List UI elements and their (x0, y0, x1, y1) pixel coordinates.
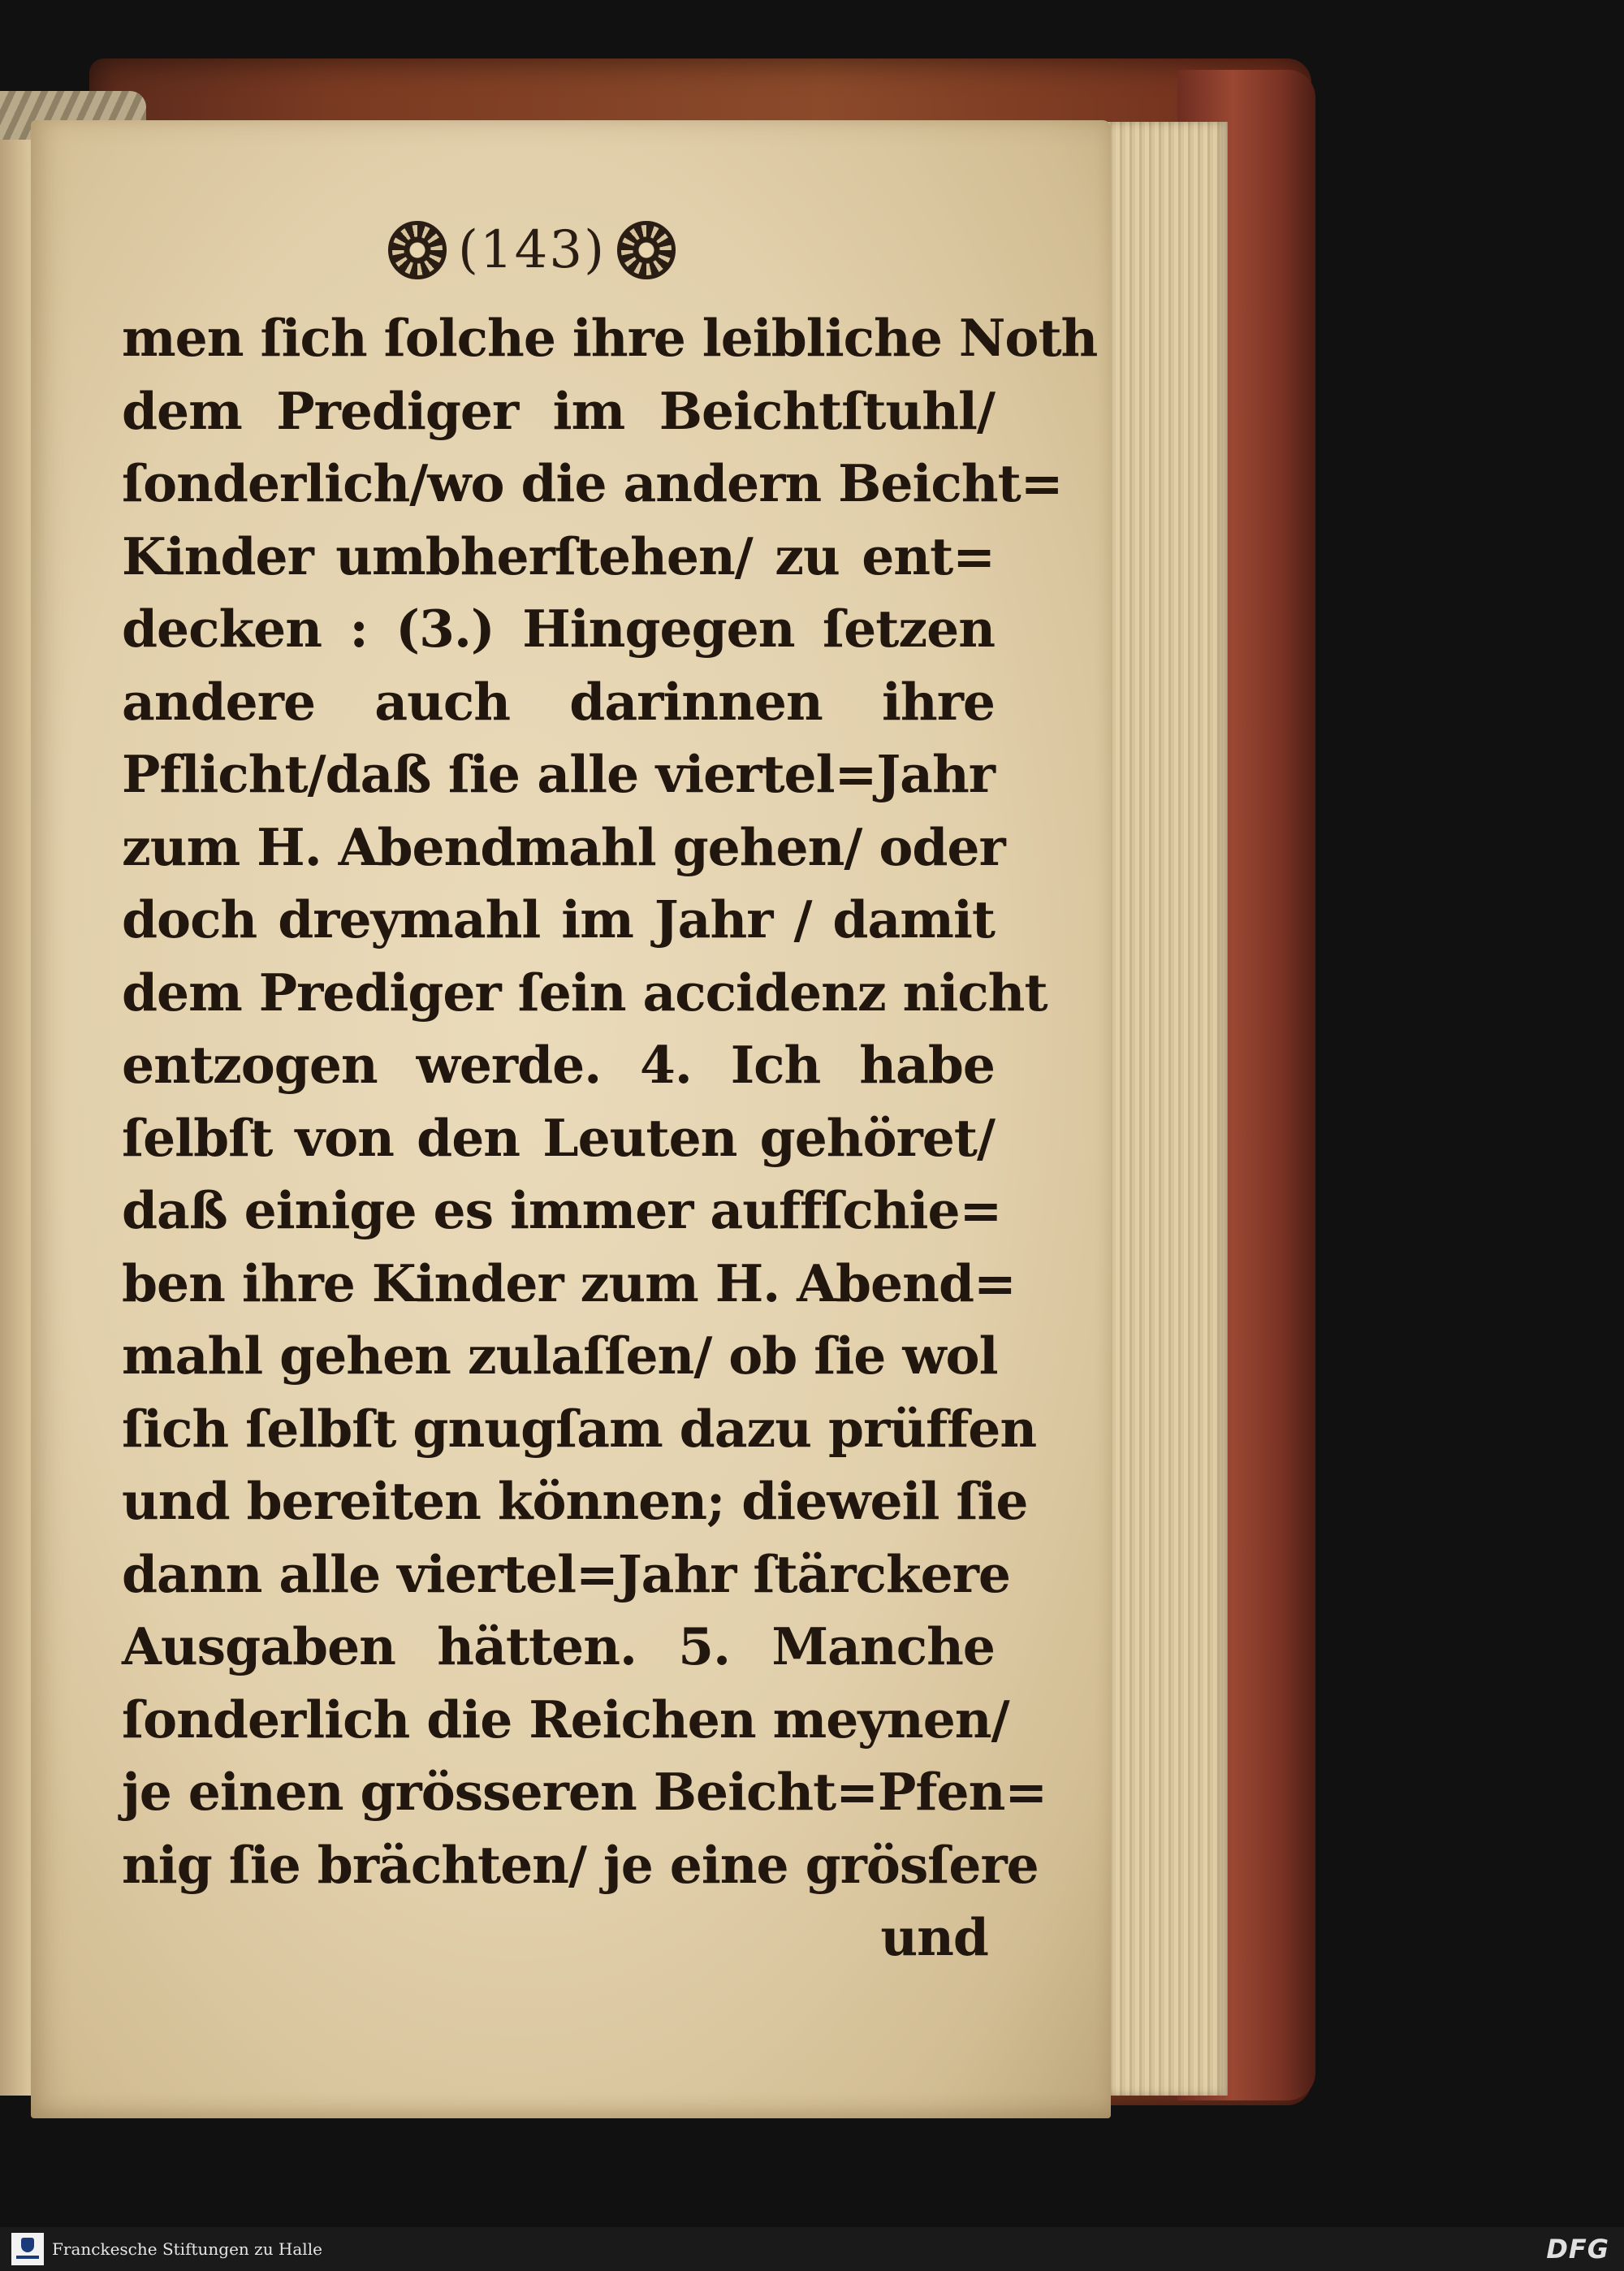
text-line: Pflicht/daß ſie alle viertel=Jahr (122, 744, 995, 804)
text-line: andere auch darinnen ihre (122, 671, 995, 732)
text-line: ben ihre Kinder zum H. Abend= (122, 1252, 1016, 1313)
text-line: decken : (3.) Hingegen ſetzen (122, 599, 995, 659)
text-line: dem Prediger im Beichtſtuhl/ (122, 380, 995, 441)
catchword: und (880, 1907, 988, 1967)
text-line: ſonderlich die Reichen meynen/ (122, 1689, 1009, 1750)
text-line: mahl gehen zulaſſen/ ob ſie wol (122, 1326, 998, 1386)
text-line: dem Prediger ſein accidenz nicht (122, 962, 1047, 1023)
institution-logo-icon (11, 2233, 44, 2265)
text-line: und bereiten können; dieweil ſie (122, 1471, 1028, 1531)
rosette-ornament-icon (388, 221, 447, 279)
footer-bar (0, 2227, 1624, 2271)
text-line: dann alle viertel=Jahr ſtärckere (122, 1543, 1010, 1604)
dfg-logo[interactable]: DFG (1546, 2234, 1609, 2265)
text-line: je einen grösseren Beicht=Pfen= (122, 1762, 1047, 1822)
text-line: daß einige es immer auffſchie= (122, 1180, 1002, 1240)
text-line: ſelbſt von den Leuten gehöret/ (122, 1107, 995, 1168)
text-line: ſonderlich/wo die andern Beicht= (122, 453, 1063, 513)
page-number: (143) (457, 220, 607, 280)
rosette-ornament-icon (617, 221, 676, 279)
text-line: Ausgaben hätten. 5. Manche (122, 1616, 995, 1676)
text-line: nig ſie brächten/ je eine grösſere (122, 1834, 1039, 1895)
text-line: Kinder umbherſtehen/ zu ent= (122, 526, 995, 586)
page-text (122, 302, 1098, 1975)
text-line: men ſich ſolche ihre leibliche Noth (122, 308, 1098, 368)
text-line: zum H. Abendmahl gehen/ oder (122, 816, 1005, 877)
text-line: doch dreymahl im Jahr / damit (122, 889, 995, 949)
page-edges (1104, 122, 1228, 2096)
text-line: entzogen werde. 4. Ich habe (122, 1035, 995, 1095)
page-header (369, 210, 694, 291)
institution-name[interactable]: Franckesche Stiftungen zu Halle (52, 2239, 322, 2259)
text-line: ſich ſelbſt gnugſam dazu prüffen (122, 1398, 1037, 1459)
